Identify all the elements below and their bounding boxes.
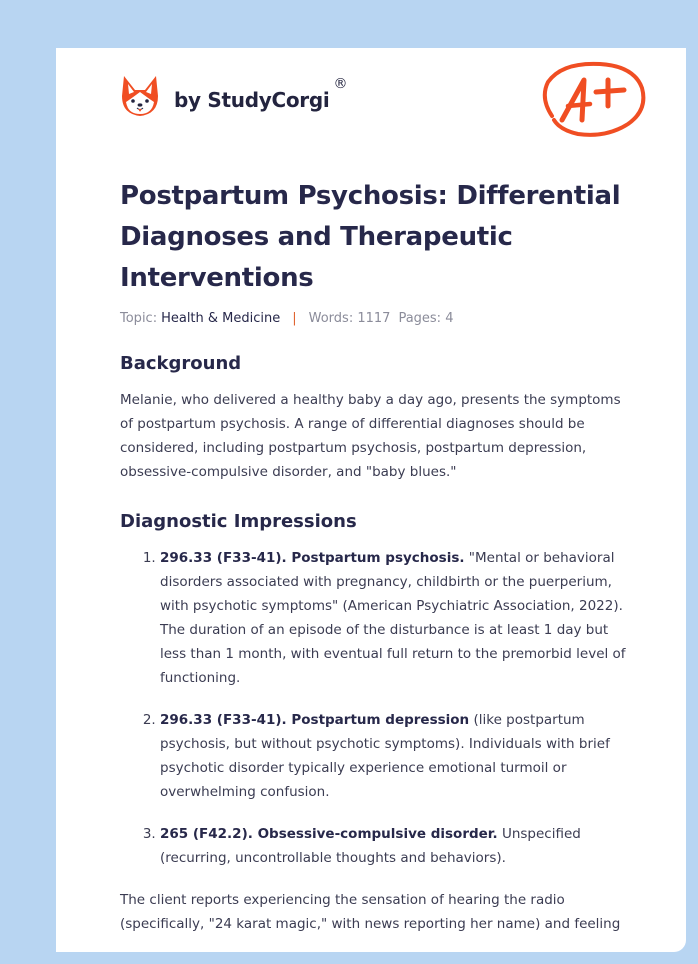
section-heading-background: Background [120,353,242,374]
corgi-logo-icon[interactable] [120,74,160,118]
brand-name[interactable]: by StudyCorgi [174,88,330,112]
word-count: Words: 1117 [308,311,391,326]
topic-link[interactable]: Health & Medicine [161,311,281,326]
diagnosis-description: "Mental or behavioral disorders associated with pregnancy, childbirth or the puerperium, with psychotic symptoms" (American Psychiatric Association, 2022). The duration of an episode of the disturbance is at least 1 day but less than 1 month, with eventual full return to the premorbid level of functioning. [160,550,626,686]
diagnosis-list [120,546,630,870]
list-item [160,546,630,690]
page-title: Postpartum Psychosis: Differential Diagnoses and Therapeutic Interventions [120,181,621,293]
document-content [120,176,630,936]
background-paragraph: Melanie, who delivered a healthy baby a day ago, presents the symptoms of postpartum psychosis. A range of differential diagnoses should be considered, including postpartum psychosis, postpartum depression, obsessive-compulsive disorder, and "baby blues." [120,392,621,480]
document-meta [120,311,630,326]
a-plus-grade-icon [538,58,648,140]
site-header [120,74,347,118]
diagnosis-code-title: 296.33 (F33-41). Postpartum depression [160,712,470,728]
page-count: Pages: 4 [398,311,454,326]
registered-mark: ® [333,76,348,92]
list-item [160,708,630,804]
diagnosis-description: Unspecified (recurring, uncontrollable thoughts and behaviors). [160,826,581,866]
list-item [160,822,630,870]
section-heading-diagnostic-impressions: Diagnostic Impressions [120,511,357,532]
client-report-paragraph: The client reports experiencing the sensation of hearing the radio (specifically, "24 karat magic," with news reporting her name) and feeling [120,892,621,932]
diagnosis-code-title: 265 (F42.2). Obsessive-compulsive disorder. [160,826,498,842]
diagnosis-description: (like postpartum psychosis, but without psychotic symptoms). Individuals with brief psychotic disorder typically experience emotional turmoil or overwhelming confusion. [160,712,610,800]
document-card [56,48,686,952]
meta-separator: | [292,311,297,326]
topic-label: Topic: [120,311,158,326]
diagnosis-code-title: 296.33 (F33-41). Postpartum psychosis. [160,550,465,566]
